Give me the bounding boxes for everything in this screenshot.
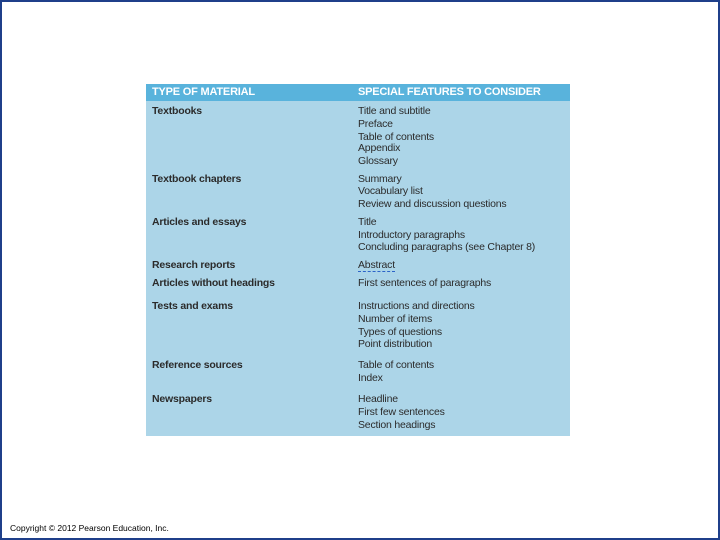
feature-item: Preface [358,118,393,130]
table-header [146,84,570,101]
feature-item: Point distribution [358,338,433,350]
feature-item: Instructions and directions [358,300,475,312]
type-newspapers: Newspapers [152,393,212,405]
type-articles-and-essays: Articles and essays [152,216,247,228]
feature-item: Appendix [358,142,401,154]
type-research-reports: Research reports [152,259,236,271]
feature-item: Title and subtitle [358,105,431,117]
feature-item: Headline [358,393,398,405]
feature-item: Summary [358,173,402,185]
reading-features-table [146,84,570,436]
feature-item: Concluding paragraphs (see Chapter 8) [358,241,536,253]
feature-item: Table of contents [358,131,434,143]
feature-item: Section headings [358,419,436,431]
feature-item: First few sentences [358,406,445,418]
feature-item: Number of items [358,313,433,325]
feature-item: Glossary [358,155,398,167]
feature-item-abstract: Abstract [358,259,395,271]
type-tests-and-exams: Tests and exams [152,300,233,312]
header-special-features: SPECIAL FEATURES TO CONSIDER [358,86,541,98]
feature-item: Review and discussion questions [358,198,507,210]
type-articles-without-headings: Articles without headings [152,277,275,289]
type-textbooks: Textbooks [152,105,202,117]
feature-item: Types of questions [358,326,442,338]
feature-item: Table of contents [358,359,434,371]
feature-item: Title [358,216,377,228]
copyright-notice: Copyright © 2012 Pearson Education, Inc. [10,523,169,533]
type-textbook-chapters: Textbook chapters [152,173,242,185]
feature-item: Vocabulary list [358,185,423,197]
header-type-of-material: TYPE OF MATERIAL [152,86,255,98]
feature-item: Introductory paragraphs [358,229,465,241]
feature-item: First sentences of paragraphs [358,277,492,289]
feature-item: Index [358,372,383,384]
type-reference-sources: Reference sources [152,359,243,371]
